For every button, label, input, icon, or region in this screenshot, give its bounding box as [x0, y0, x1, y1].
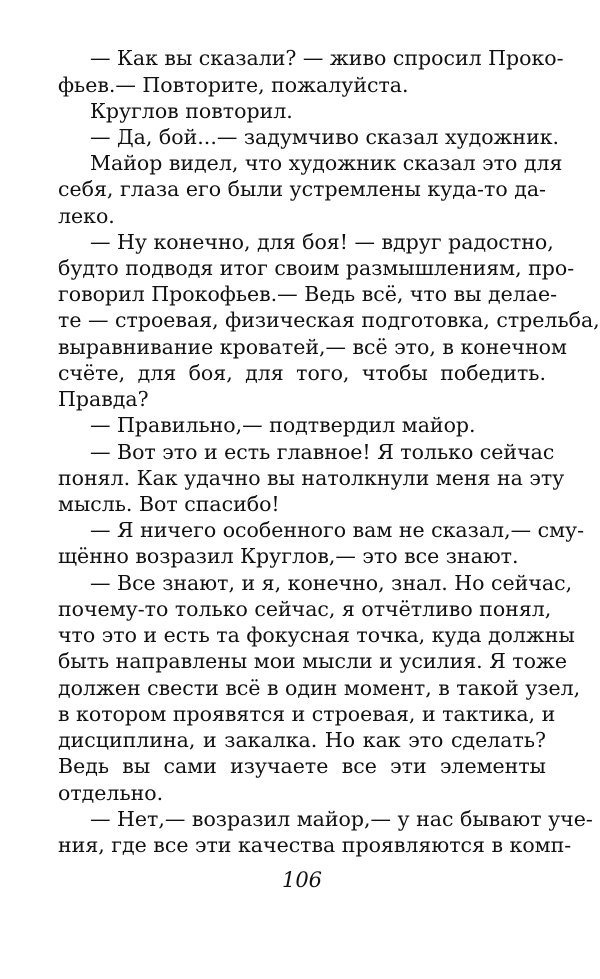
text-line: — Ну конечно, для боя! — вдруг радостно, — [90, 230, 554, 254]
text-line: мысль. Вот спасибо! — [58, 492, 280, 516]
text-line: понял. Как удачно вы натолкнули меня на эту — [58, 466, 565, 490]
text-line: — Нет,— возразил майор,— у нас бывают уче- — [90, 807, 593, 831]
text-line: — Правильно,— подтвердил майор. — [90, 413, 476, 437]
text-line: отдельно. — [58, 781, 164, 805]
text-line: в котором проявятся и строевая, и тактика, и — [58, 702, 556, 726]
page-number: 106 — [281, 868, 323, 892]
text-line: — Все знают, и я, конечно, знал. Но сейчас, — [90, 571, 573, 595]
text-line: леко. — [58, 204, 115, 228]
text-line: щённо возразил Круглов,— это все знают. — [58, 544, 519, 568]
text-line: те — строевая, физическая подготовка, стрельба, — [58, 308, 600, 332]
text-line: будто подводя итог своим размышлениям, про- — [58, 256, 575, 280]
text-line: себя, глаза его были устремлены куда-то да- — [58, 177, 546, 201]
text-line: — Я ничего особенного вам не сказал,— сму- — [90, 518, 585, 542]
text-line: ния, где все эти качества проявляются в комп- — [58, 833, 572, 857]
text-line: дисциплина, и закалка. Но как это сделать? — [58, 728, 546, 752]
book-page — [58, 44, 600, 944]
text-line: быть направлены мои мысли и усилия. Я тоже — [58, 649, 567, 673]
text-line: что это и есть та фокусная точка, куда должны — [58, 623, 575, 647]
text-line: — Вот это и есть главное! Я только сейчас — [90, 440, 555, 464]
text-line: должен свести всё в один момент, в такой узел, — [58, 676, 581, 700]
text-line: выравнивание кроватей,— всё это, в конечном — [58, 335, 567, 359]
text-line: — Да, бой...— задумчиво сказал художник. — [90, 125, 560, 149]
text-line: говорил Прокофьев.— Ведь всё, что вы делае- — [58, 282, 558, 306]
text-line: Майор видел, что художник сказал это для — [90, 151, 563, 175]
text-line: — Как вы сказали? — живо спросил Проко- — [90, 46, 564, 70]
text-line: фьев.— Повторите, пожалуйста. — [58, 73, 409, 97]
text-line: Круглов повторил. — [90, 99, 293, 123]
text-line: счёте, для боя, для того, чтобы победить. — [58, 361, 546, 385]
text-line: почему-то только сейчас, я отчётливо понял, — [58, 597, 552, 621]
text-line: Ведь вы сами изучаете все эти элементы — [58, 754, 546, 778]
text-line: Правда? — [58, 387, 149, 411]
